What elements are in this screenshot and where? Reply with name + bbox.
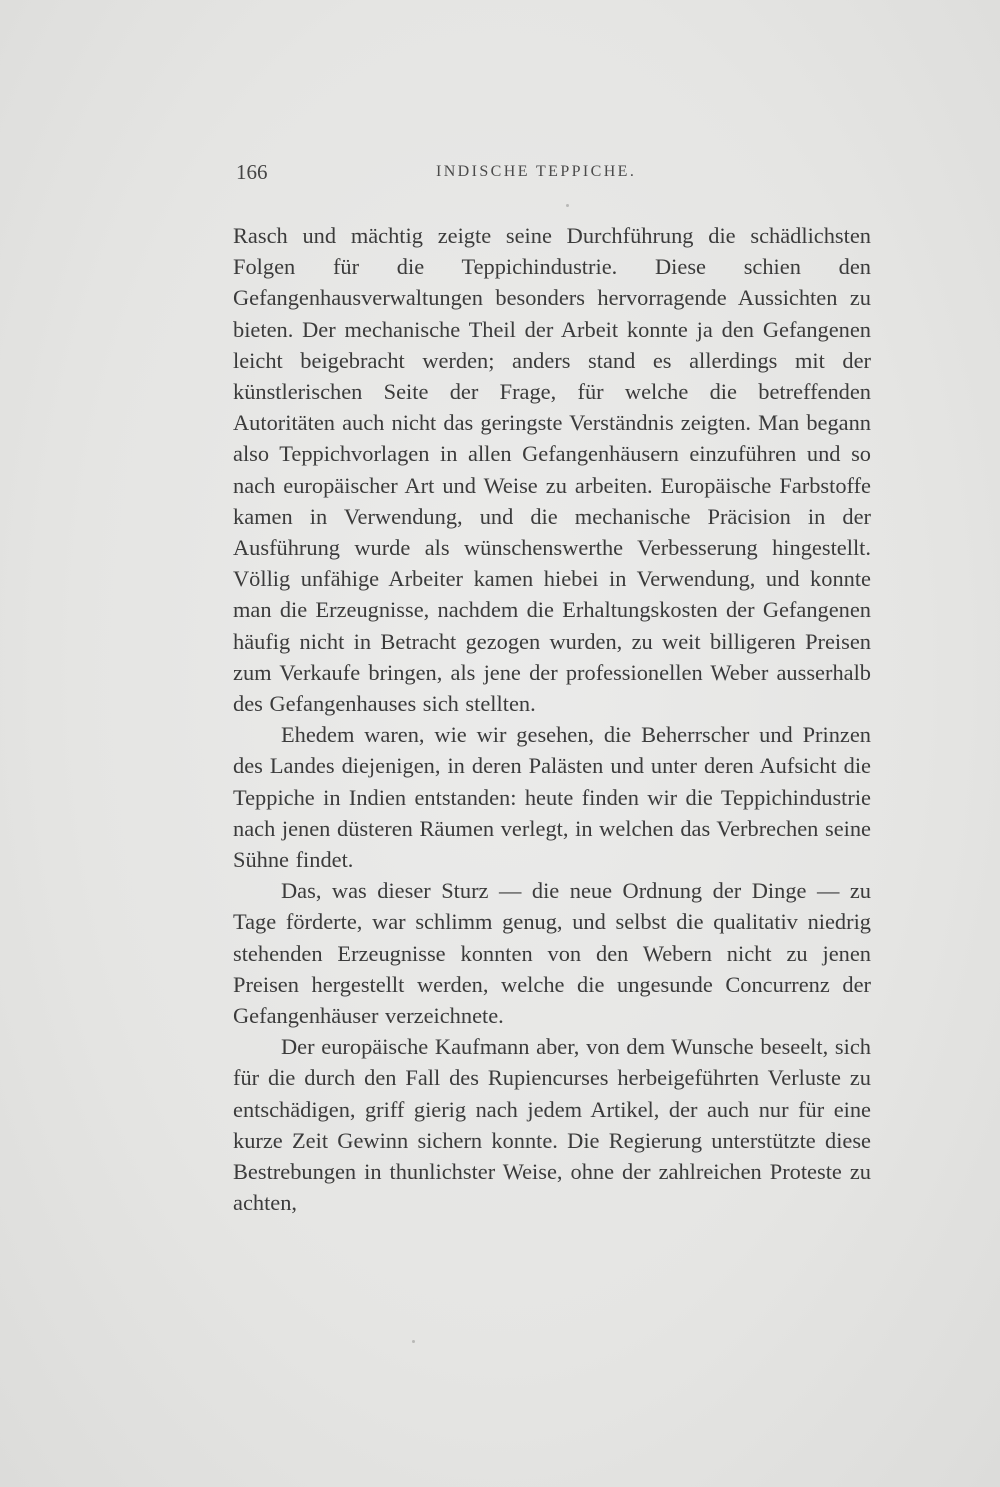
- running-title: INDISCHE TEPPICHE.: [436, 163, 637, 180]
- body-text: [233, 220, 871, 1219]
- paragraph: Rasch und mächtig zeigte seine Durchführung die schädlichsten Folgen für die Teppichindustrie. Diese schien den Gefangenhausverwaltungen besonders hervorragende Aussichten zu bieten. Der mechanische Theil der Arbeit konnte ja den Gefangenen leicht beigebracht werden; anders stand es allerdings mit der künstlerischen Seite der Frage, für welche die betreffenden Autoritäten auch nicht das geringste Verständnis zeigten. Man begann also Teppichvorlagen in allen Gefangenhäusern einzuführen und so nach europäischer Art und Weise zu arbeiten. Europäische Farbstoffe kamen in Verwendung, und die mechanische Präcision in der Ausführung wurde als wünschenswerthe Verbesserung hingestellt. Völlig unfähige Arbeiter kamen hiebei in Verwendung, und konnte man die Erzeugnisse, nachdem die Erhaltungskosten der Gefangenen häufig nicht in Betracht gezogen wurden, zu weit billigeren Preisen zum Verkaufe bringen, als jene der professionellen Weber ausserhalb des Gefangenhauses sich stellten.: [233, 223, 871, 717]
- paper-speck: [412, 1340, 415, 1343]
- page-header: [236, 160, 872, 190]
- page-number: 166: [236, 160, 268, 184]
- paragraph: Der europäische Kaufmann aber, von dem Wunsche beseelt, sich für die durch den Fall des Rupiencurses herbeigeführten Verluste zu entschädigen, griff gierig nach jedem Artikel, der auch nur für eine kurze Zeit Gewinn sichern konnte. Die Regierung unterstützte diese Bestrebungen in thunlichster Weise, ohne der zahlreichen Proteste zu achten,: [233, 1034, 871, 1216]
- paragraph: Ehedem waren, wie wir gesehen, die Beherrscher und Prinzen des Landes diejenigen, in deren Palästen und unter deren Aufsicht die Teppiche in Indien entstanden: heute finden wir die Teppichindustrie nach jenen düsteren Räumen verlegt, in welchen das Verbrechen seine Sühne findet.: [233, 722, 871, 873]
- paper-speck: [566, 204, 569, 207]
- paragraph: Das, was dieser Sturz — die neue Ordnung der Dinge — zu Tage förderte, war schlimm genug, und selbst die qualitativ niedrig stehenden Erzeugnisse konnten von den Webern nicht zu jenen Preisen hergestellt werden, welche die ungesunde Concurrenz der Gefangenhäuser verzeichnete.: [233, 878, 871, 1029]
